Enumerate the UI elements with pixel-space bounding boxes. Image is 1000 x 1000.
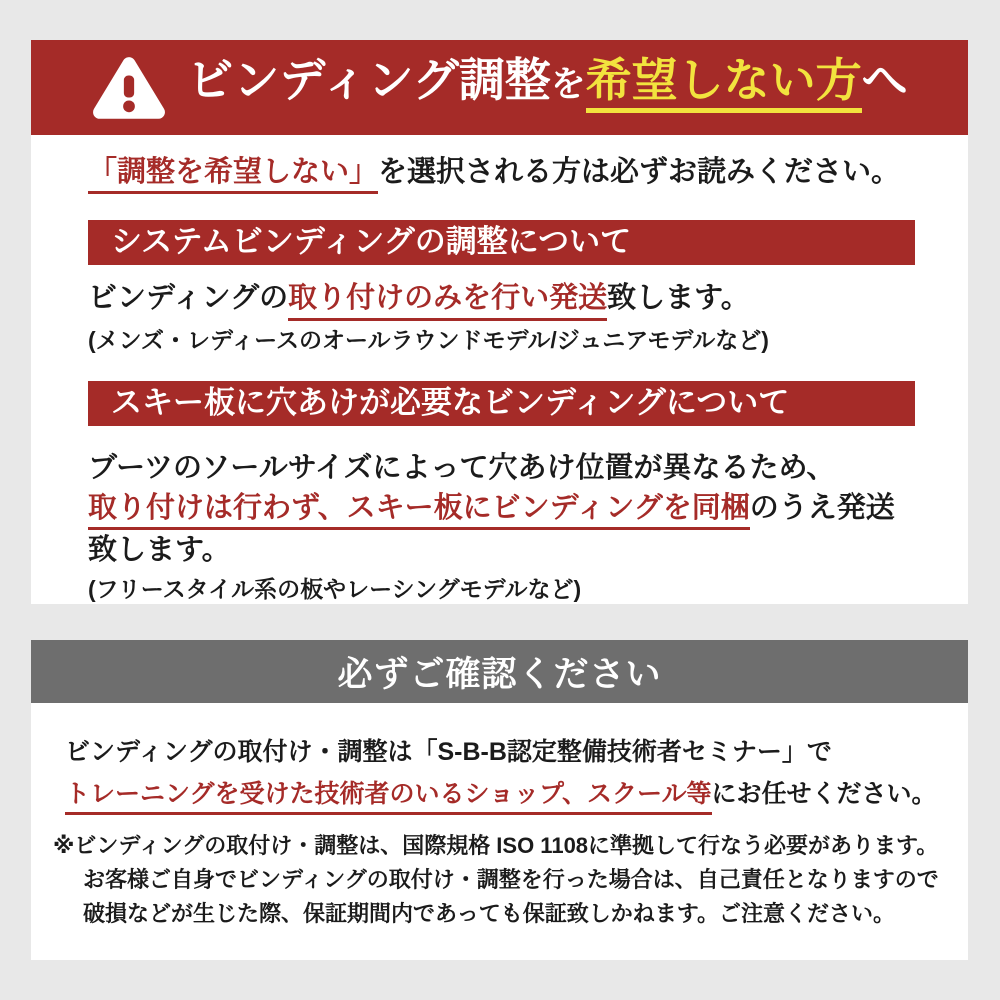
section2-line2 [88,488,948,530]
title-text-pre: ビンディング調整 [187,53,551,106]
lead-sentence [88,152,948,194]
footnote [53,829,948,931]
section1-pre: ビンディングの [88,282,289,315]
confirm-line1: ビンディングの取付け・調整は「S-B-B認定整備技術者セミナー」で [65,738,832,766]
section1-note: (メンズ・レディースのオールラウンドモデル/ジュニアモデルなど) [88,326,769,353]
notice-card [31,40,968,604]
confirm-banner: 必ずご確認ください [31,640,968,703]
page-title [187,53,908,119]
confirm-line2 [65,773,948,815]
footnote-line-3: 破損などが生じた際、保証期間内であっても保証致しかねます。ご注意ください。 [83,901,896,926]
lead-emphasis: 「調整を希望しない」 [88,156,378,194]
footnote-line-2: お客様ご自身でビンディングの取付け・調整を行った場合は、自己責任となりますので [83,867,939,892]
title-particle: を [550,64,586,104]
warning-triangle-icon [91,55,167,121]
section-heading-drilling: スキー板に穴あけが必要なビンディングについて [88,381,915,426]
section2-line3: 致します。 [88,534,231,567]
confirm-line2-post: にお任せください。 [711,780,937,808]
header-banner [31,40,968,135]
section2-note: (フリースタイル系の板やレーシングモデルなど) [88,576,582,603]
section1-post: 致します。 [607,282,750,315]
confirm-card [31,703,968,960]
footnote-line-1: ※ビンディングの取付け・調整は、国際規格 ISO 1108に準拠して行なう必要があります。 [53,833,939,858]
title-text-post: へ [861,53,908,106]
section1-emphasis: 取り付けのみを行い発送 [288,282,607,320]
section-heading-system-binding: システムビンディングの調整について [88,220,915,265]
section2-line1: ブーツのソールサイズによって穴あけ位置が異なるため、 [88,451,836,484]
section2-emphasis: 取り付けは行わず、スキー板にビンディングを同梱 [88,492,750,530]
confirm-emphasis: トレーニングを受けた技術者のいるショップ、スクール等 [65,780,712,815]
section2-post: のうえ発送 [749,491,895,524]
lead-rest: を選択される方は必ずお読みください。 [378,156,901,188]
notice-body [31,135,968,604]
title-highlight: 希望しない方 [586,57,862,113]
section1-line [88,278,948,320]
